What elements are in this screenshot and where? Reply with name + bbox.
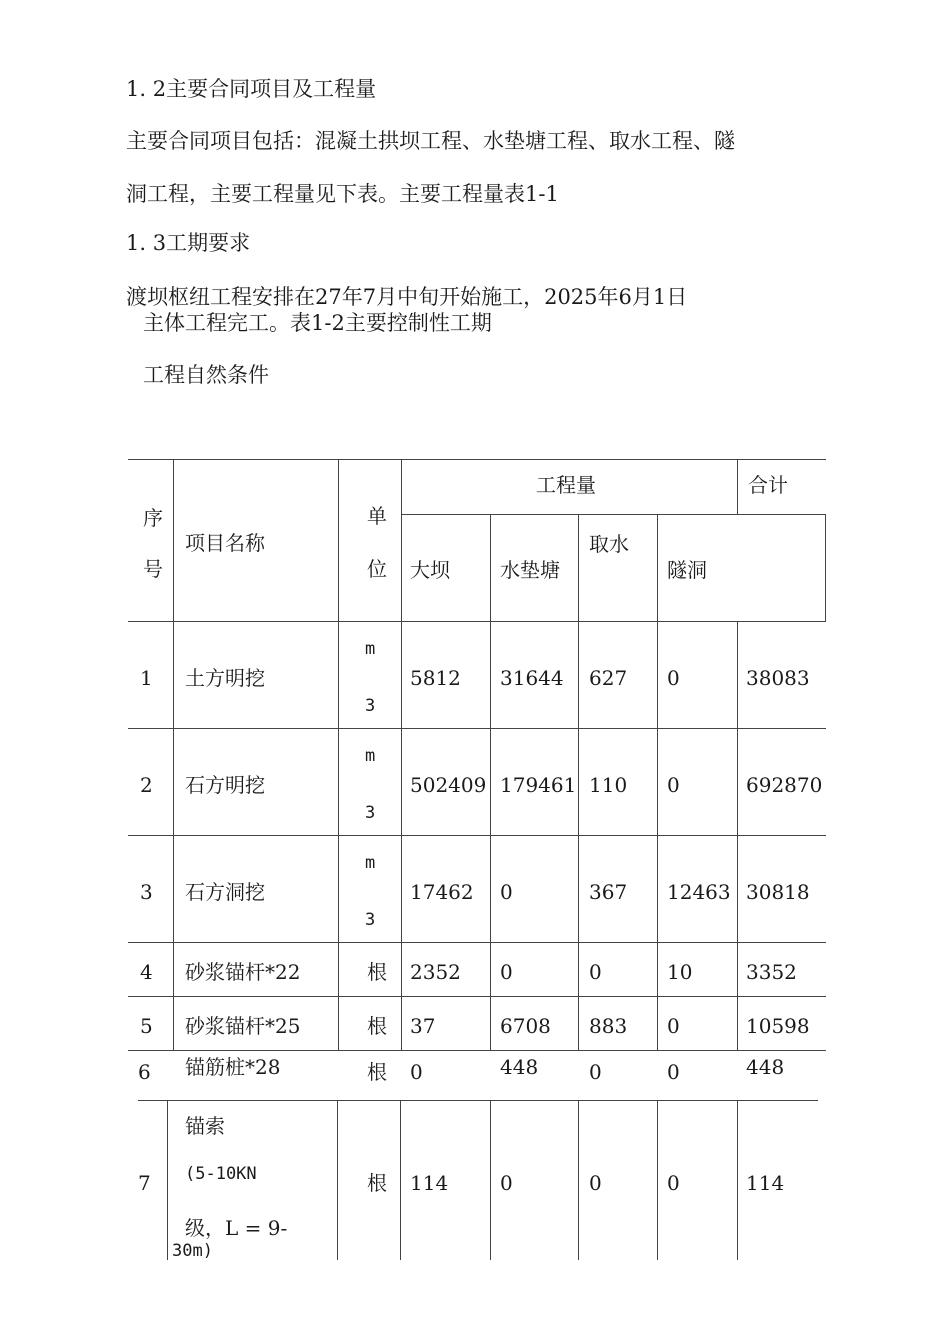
cell-tunnel: 0 xyxy=(667,1171,680,1195)
cell-total: 692870 xyxy=(746,773,823,797)
header-unit-char1: 单 xyxy=(367,504,387,528)
cell-item-name-line1: 锚索 xyxy=(185,1114,225,1138)
cell-water-intake: 883 xyxy=(589,1014,628,1038)
cell-unit-m: m xyxy=(365,746,376,766)
cell-unit-m: m xyxy=(365,639,376,659)
cell-seq: 7 xyxy=(138,1171,151,1195)
cell-plunge-pool: 31644 xyxy=(500,666,564,690)
cell-plunge-pool: 6708 xyxy=(500,1014,551,1038)
cell-plunge-pool: 0 xyxy=(500,960,513,984)
cell-plunge-pool: 0 xyxy=(500,1171,513,1195)
cell-seq: 6 xyxy=(138,1060,151,1084)
cell-dam: 0 xyxy=(410,1060,423,1084)
cell-item-name: 砂浆锚杆*25 xyxy=(185,1014,301,1038)
header-plunge-pool: 水垫塘 xyxy=(500,558,560,582)
cell-item-name-line4: 30m) xyxy=(172,1241,213,1261)
cell-unit-3: 3 xyxy=(365,696,376,716)
header-unit-char2: 位 xyxy=(367,557,387,581)
cell-item-name: 石方洞挖 xyxy=(185,880,265,904)
cell-plunge-pool: 179461 xyxy=(500,773,577,797)
cell-tunnel: 0 xyxy=(667,666,680,690)
header-seq-char2: 号 xyxy=(143,557,163,581)
cell-unit: 根 xyxy=(367,1060,387,1084)
cell-water-intake: 627 xyxy=(589,666,628,690)
cell-item-name: 砂浆锚杆*22 xyxy=(185,960,301,984)
cell-total: 448 xyxy=(746,1055,785,1079)
cell-seq: 4 xyxy=(140,960,153,984)
cell-tunnel: 0 xyxy=(667,773,680,797)
header-water-intake: 取水 xyxy=(589,532,629,556)
cell-unit: 根 xyxy=(367,1014,387,1038)
cell-dam: 17462 xyxy=(410,880,474,904)
cell-unit-3: 3 xyxy=(365,803,376,823)
cell-dam: 114 xyxy=(410,1171,449,1195)
cell-plunge-pool: 0 xyxy=(500,880,513,904)
cell-unit-3: 3 xyxy=(365,910,376,930)
paragraph-schedule-line2: 主体工程完工。表1-2主要控制性工期 xyxy=(143,311,492,335)
cell-unit: 根 xyxy=(367,1171,387,1195)
cell-item-name-line2: (5-10KN xyxy=(185,1164,257,1184)
section-heading-1-3: 1. 3工期要求 xyxy=(126,231,251,255)
cell-tunnel: 10 xyxy=(667,960,693,984)
cell-plunge-pool: 448 xyxy=(500,1055,539,1079)
cell-water-intake: 0 xyxy=(589,1060,602,1084)
paragraph-contract-items-line2: 洞工程，主要工程量见下表。主要工程量表1-1 xyxy=(126,182,559,206)
cell-dam: 2352 xyxy=(410,960,461,984)
paragraph-schedule-line1: 渡坝枢纽工程安排在27年7月中旬开始施工，2025年6月1日 xyxy=(126,285,688,309)
cell-dam: 5812 xyxy=(410,666,461,690)
cell-item-name: 锚筋桩*28 xyxy=(185,1055,281,1079)
cell-seq: 3 xyxy=(140,880,153,904)
cell-water-intake: 367 xyxy=(589,880,628,904)
cell-water-intake: 0 xyxy=(589,1171,602,1195)
cell-dam: 502409 xyxy=(410,773,487,797)
header-tunnel: 隧洞 xyxy=(667,558,707,582)
cell-total: 3352 xyxy=(746,960,797,984)
cell-total: 10598 xyxy=(746,1014,810,1038)
header-quantity: 工程量 xyxy=(536,473,596,497)
cell-item-name: 石方明挖 xyxy=(185,773,265,797)
cell-tunnel: 0 xyxy=(667,1060,680,1084)
header-dam: 大坝 xyxy=(410,558,450,582)
cell-seq: 1 xyxy=(140,666,153,690)
cell-tunnel: 12463 xyxy=(667,880,731,904)
cell-total: 114 xyxy=(746,1171,785,1195)
cell-unit-m: m xyxy=(365,853,376,873)
cell-total: 38083 xyxy=(746,666,810,690)
section-heading-natural-conditions: 工程自然条件 xyxy=(143,363,269,387)
cell-seq: 2 xyxy=(140,773,153,797)
cell-dam: 37 xyxy=(410,1014,436,1038)
cell-unit: 根 xyxy=(367,960,387,984)
cell-tunnel: 0 xyxy=(667,1014,680,1038)
cell-total: 30818 xyxy=(746,880,810,904)
cell-seq: 5 xyxy=(140,1014,153,1038)
header-total: 合计 xyxy=(748,473,788,497)
paragraph-contract-items-line1: 主要合同项目包括：混凝土拱坝工程、水垫塘工程、取水工程、隧 xyxy=(126,129,735,153)
header-item-name: 项目名称 xyxy=(185,531,265,555)
cell-water-intake: 110 xyxy=(589,773,628,797)
header-seq-char1: 序 xyxy=(143,506,163,530)
section-heading-1-2: 1. 2主要合同项目及工程量 xyxy=(126,77,377,101)
cell-item-name: 土方明挖 xyxy=(185,666,265,690)
cell-water-intake: 0 xyxy=(589,960,602,984)
cell-item-name-line3: 级，L = 9- xyxy=(185,1216,288,1240)
